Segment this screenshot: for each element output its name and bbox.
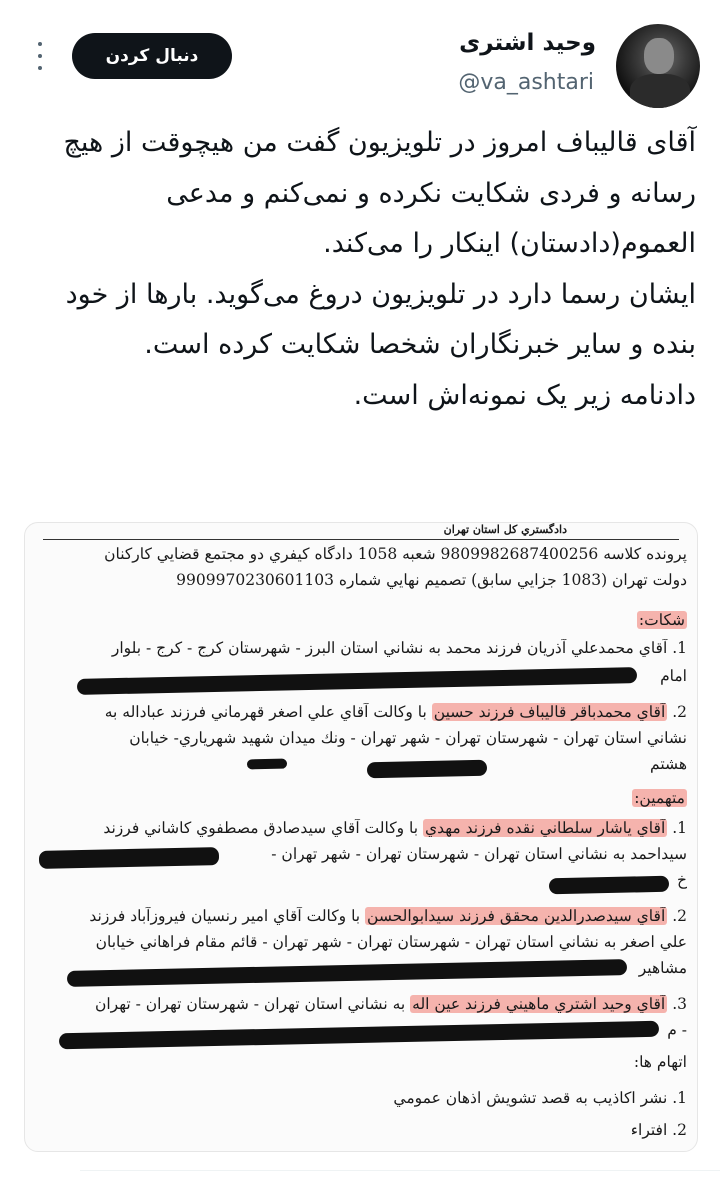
redaction-mark [39,847,219,869]
item-number: 3. [672,995,687,1013]
defendant-text: با وكالت آقاي سيدصادق مصطفوي كاشاني فرزند [103,819,419,837]
plaintiff-line: هشتم [650,755,687,773]
defendant-line: مشاهير [638,959,687,977]
defendant-line: سيداحمد به نشاني استان تهران - شهرستان تهران - شهر تهران - [271,845,687,863]
more-options-icon[interactable] [30,42,50,70]
redaction-mark [549,876,669,895]
plaintiff-line: امام [660,667,687,685]
heading-highlight: شكات: [638,611,685,629]
defendant-line: خ [676,871,687,889]
attached-document-image[interactable] [24,522,698,1152]
defendant-line [35,819,687,837]
tweet-paragraph: دادنامه زیر یک نمونه‌اش است. [353,379,696,411]
defendant-line: - م [667,1021,687,1039]
charges-heading: اتهام ها: [633,1053,687,1071]
case-line: پرونده كلاسه 9809982687400256 شعبه 1058 دادگاه كيفري دو مجتمع قضايي كاركنان [104,545,687,563]
redaction-mark [367,760,487,779]
author-display-name[interactable]: وحید اشتری [459,30,596,56]
defendant-text: به نشاني استان تهران - شهرستان تهران - تهران [94,995,406,1013]
author-handle[interactable]: @va_ashtari [458,70,594,95]
plaintiff-line [35,703,687,721]
header-rule [43,539,679,540]
redaction-mark [247,759,287,770]
charge-item: 2. افتراء [630,1121,687,1139]
heading-highlight: متهمين: [634,789,685,807]
tweet-body [24,118,696,421]
defendant-line [35,995,687,1013]
defendant-line: علي اصغر به نشاني استان تهران - شهرستان تهران - شهر تهران - قائم مقام فراهاني خيابان [95,933,687,951]
divider [80,1170,720,1171]
case-line: دولت تهران (1083 جزايي سابق) تصميم نهايي شماره 9909970230601103 [176,571,687,589]
follow-button[interactable]: دنبال کردن [72,33,232,79]
avatar-face [644,38,674,74]
name-highlight: آقاي ياشار سلطاني نقده فرزند مهدي [425,819,666,837]
defendant-line [35,907,687,925]
court-header: دادگستري كل استان تهران [443,523,567,536]
tweet-paragraph: آقای قالیباف امروز در تلویزیون گفت من هیچوقت از هیچ رسانه و فردی شکایت نکرده و نمی‌کنم و مدعی العموم(دادستان) اینکار را می‌کند. [63,127,696,259]
name-highlight: آقاي سيدصدرالدين محقق فرزند سيدابوالحسن [367,907,666,925]
plaintiff-line: 1. آقاي محمدعلي آذريان فرزند محمد به نشاني استان البرز - شهرستان كرج - كرج - بلوار [111,639,687,657]
item-number: 2. [672,907,687,925]
tweet-header [0,0,720,110]
item-number: 2. [672,703,687,721]
tweet-paragraph: ایشان رسما دارد در تلویزیون دروغ می‌گوید. بارها از خود بنده و سایر خبرنگاران شخصا شکایت کرده است. [65,278,696,360]
avatar[interactable] [616,24,700,108]
defendants-heading [632,789,687,807]
dot-icon [38,66,42,70]
item-number: 1. [672,819,687,837]
plaintiff-line: نشاني استان تهران - شهرستان تهران - شهر تهران - ونك ميدان شهيد شهرياري- خيابان [129,729,687,747]
name-highlight: آقاي محمدباقر قاليباف فرزند حسين [433,703,666,721]
dot-icon [38,42,42,46]
dot-icon [38,54,42,58]
name-highlight: آقاي وحيد اشتري ماهيني فرزند عين اله [412,995,666,1013]
charge-item: 1. نشر اكاذيب به قصد تشويش اذهان عمومي [393,1089,687,1107]
plaintiffs-heading [637,611,687,629]
plaintiff-text: با وكالت آقاي علي اصغر قهرماني فرزند عباداله به [104,703,427,721]
defendant-text: با وكالت آقاي امير رنسيان فيروزآباد فرزند [89,907,361,925]
avatar-body [630,74,690,108]
